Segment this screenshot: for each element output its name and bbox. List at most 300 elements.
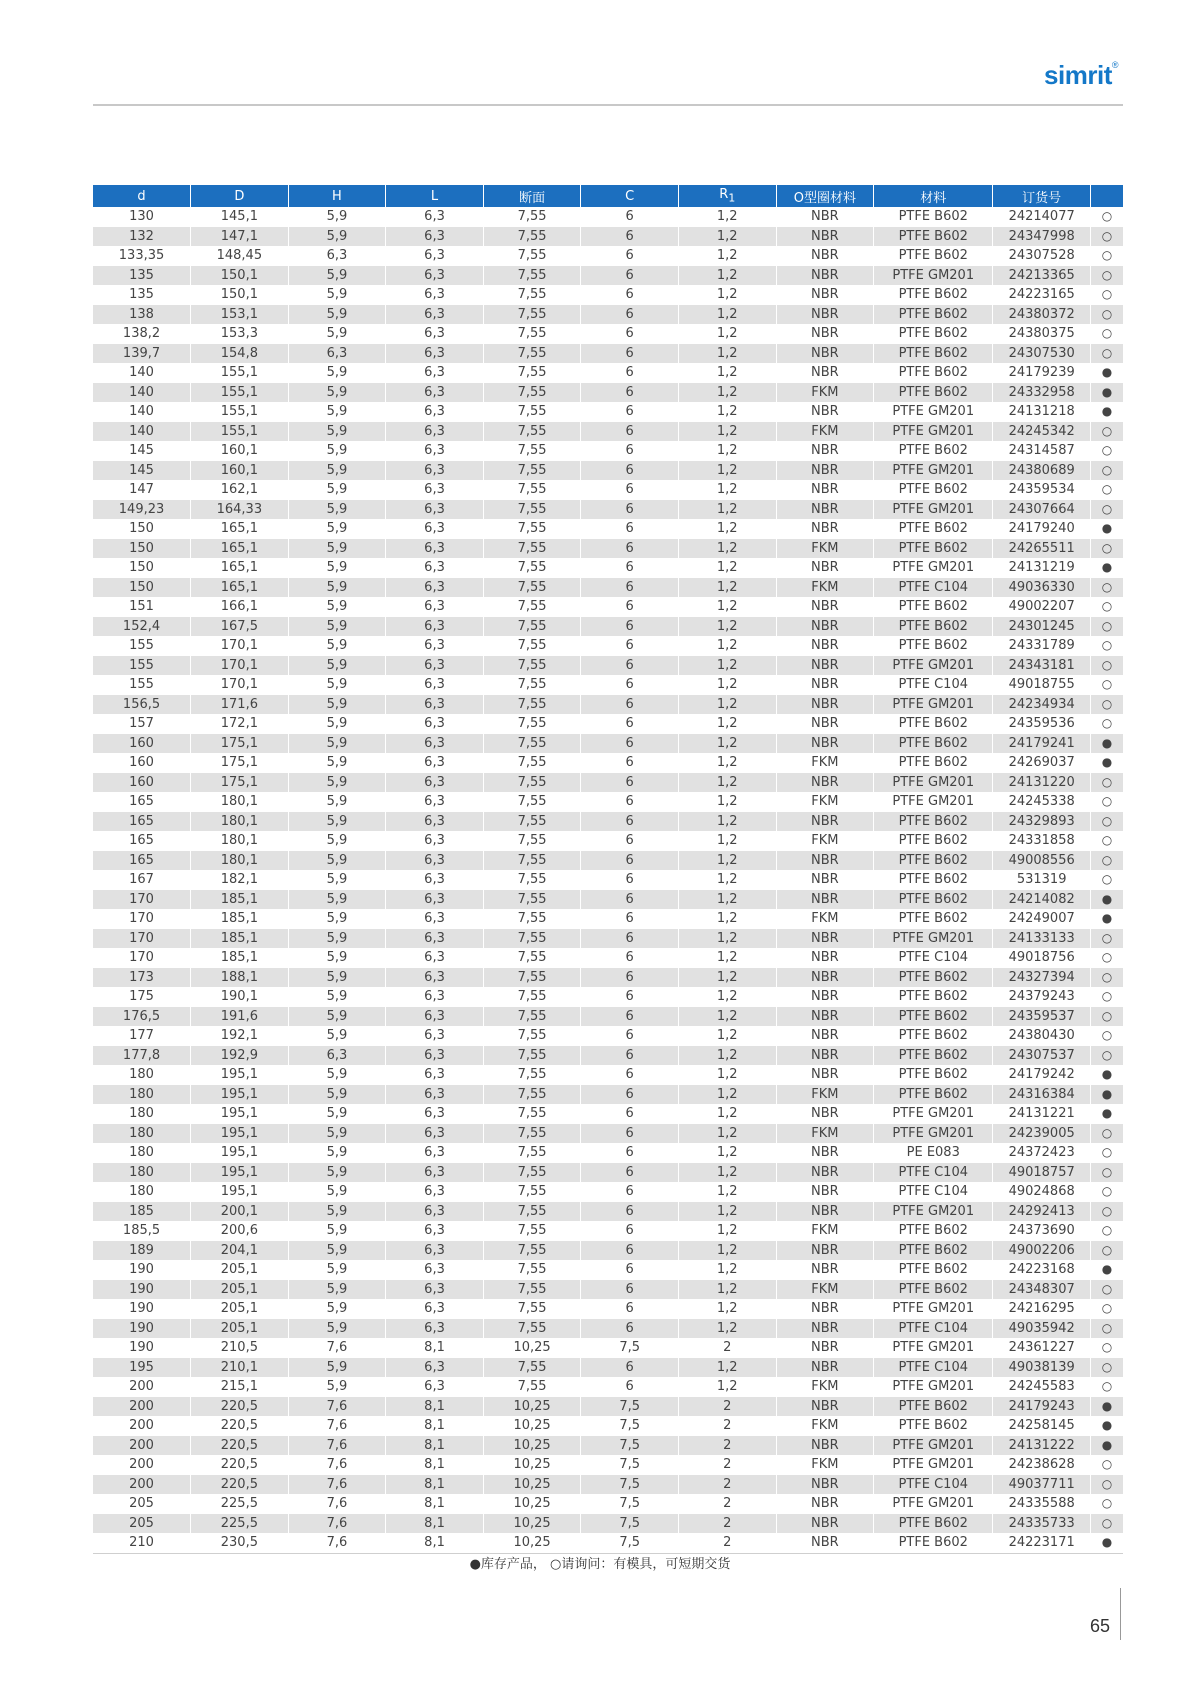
cell-d: 190 (93, 1299, 191, 1319)
cell-R1: 1,2 (678, 851, 776, 871)
cell-oring-material: NBR (776, 890, 874, 910)
cell-L: 8,1 (386, 1533, 484, 1553)
cell-section: 7,55 (483, 773, 581, 793)
cell-material: PTFE B602 (874, 968, 993, 988)
cell-stock: ○ (1090, 1475, 1123, 1495)
cell-R1: 1,2 (678, 1085, 776, 1105)
cell-H: 5,9 (288, 324, 386, 344)
cell-section: 10,25 (483, 1475, 581, 1495)
cell-D: 167,5 (191, 617, 289, 637)
cell-D: 195,1 (191, 1124, 289, 1144)
cell-D: 165,1 (191, 578, 289, 598)
cell-section: 7,55 (483, 1104, 581, 1124)
cell-H: 5,9 (288, 1163, 386, 1183)
cell-D: 220,5 (191, 1455, 289, 1475)
cell-d: 190 (93, 1338, 191, 1358)
cell-H: 5,9 (288, 266, 386, 286)
cell-C: 6 (581, 402, 679, 422)
cell-C: 6 (581, 675, 679, 695)
cell-C: 7,5 (581, 1475, 679, 1495)
cell-R1: 1,2 (678, 324, 776, 344)
cell-d: 133,35 (93, 246, 191, 266)
col-header-D: D (191, 185, 289, 207)
cell-stock: ● (1090, 1397, 1123, 1417)
logo-registered-mark: ® (1111, 60, 1118, 70)
cell-order-number: 24245583 (993, 1377, 1091, 1397)
cell-R1: 2 (678, 1338, 776, 1358)
cell-L: 6,3 (386, 1163, 484, 1183)
cell-D: 164,33 (191, 500, 289, 520)
cell-R1: 1,2 (678, 636, 776, 656)
cell-C: 6 (581, 773, 679, 793)
cell-H: 7,6 (288, 1514, 386, 1534)
cell-section: 7,55 (483, 1377, 581, 1397)
cell-d: 130 (93, 207, 191, 227)
cell-D: 180,1 (191, 812, 289, 832)
cell-C: 6 (581, 422, 679, 442)
cell-H: 5,9 (288, 1026, 386, 1046)
cell-d: 180 (93, 1143, 191, 1163)
cell-L: 6,3 (386, 1377, 484, 1397)
cell-H: 5,9 (288, 1299, 386, 1319)
cell-L: 6,3 (386, 948, 484, 968)
cell-R1: 1,2 (678, 363, 776, 383)
cell-H: 6,3 (288, 246, 386, 266)
cell-L: 6,3 (386, 422, 484, 442)
cell-C: 6 (581, 1260, 679, 1280)
cell-stock: ○ (1090, 1143, 1123, 1163)
product-spec-table (93, 185, 1123, 1554)
cell-stock: ○ (1090, 1163, 1123, 1183)
cell-C: 6 (581, 870, 679, 890)
cell-stock: ○ (1090, 266, 1123, 286)
cell-section: 7,55 (483, 441, 581, 461)
cell-L: 6,3 (386, 519, 484, 539)
cell-D: 220,5 (191, 1416, 289, 1436)
cell-H: 5,9 (288, 1377, 386, 1397)
cell-C: 6 (581, 285, 679, 305)
table-row (93, 305, 1123, 325)
cell-L: 6,3 (386, 344, 484, 364)
cell-section: 7,55 (483, 1319, 581, 1339)
cell-C: 6 (581, 1299, 679, 1319)
cell-material: PTFE GM201 (874, 695, 993, 715)
cell-oring-material: NBR (776, 1163, 874, 1183)
table-row (93, 285, 1123, 305)
table-row (93, 597, 1123, 617)
cell-section: 7,55 (483, 617, 581, 637)
cell-R1: 1,2 (678, 1163, 776, 1183)
cell-section: 7,55 (483, 812, 581, 832)
cell-oring-material: FKM (776, 1280, 874, 1300)
cell-section: 10,25 (483, 1533, 581, 1553)
cell-R1: 1,2 (678, 948, 776, 968)
cell-d: 180 (93, 1182, 191, 1202)
cell-oring-material: NBR (776, 500, 874, 520)
cell-R1: 1,2 (678, 753, 776, 773)
col-header-stock (1090, 185, 1123, 207)
cell-oring-material: NBR (776, 656, 874, 676)
cell-oring-material: NBR (776, 695, 874, 715)
cell-order-number: 24332958 (993, 383, 1091, 403)
cell-H: 5,9 (288, 714, 386, 734)
cell-oring-material: NBR (776, 324, 874, 344)
col-header-oring-material: O型圈材料 (776, 185, 874, 207)
cell-d: 152,4 (93, 617, 191, 637)
cell-H: 5,9 (288, 1143, 386, 1163)
table-row (93, 929, 1123, 949)
cell-H: 7,6 (288, 1533, 386, 1553)
cell-material: PTFE B602 (874, 1397, 993, 1417)
cell-L: 6,3 (386, 714, 484, 734)
cell-H: 5,9 (288, 1007, 386, 1027)
table-row (93, 461, 1123, 481)
cell-H: 5,9 (288, 383, 386, 403)
cell-R1: 1,2 (678, 1124, 776, 1144)
table-row (93, 441, 1123, 461)
cell-section: 7,55 (483, 363, 581, 383)
cell-oring-material: NBR (776, 344, 874, 364)
cell-oring-material: NBR (776, 480, 874, 500)
cell-oring-material: FKM (776, 1377, 874, 1397)
cell-H: 5,9 (288, 909, 386, 929)
cell-L: 6,3 (386, 1065, 484, 1085)
cell-H: 5,9 (288, 1280, 386, 1300)
cell-H: 5,9 (288, 539, 386, 559)
cell-C: 7,5 (581, 1416, 679, 1436)
cell-R1: 1,2 (678, 909, 776, 929)
cell-order-number: 49018757 (993, 1163, 1091, 1183)
cell-stock: ○ (1090, 870, 1123, 890)
cell-R1: 1,2 (678, 344, 776, 364)
table-row (93, 987, 1123, 1007)
cell-D: 190,1 (191, 987, 289, 1007)
cell-C: 6 (581, 753, 679, 773)
table-row (93, 851, 1123, 871)
table-row (93, 324, 1123, 344)
table-row (93, 656, 1123, 676)
cell-oring-material: NBR (776, 1475, 874, 1495)
table-row (93, 675, 1123, 695)
table-row (93, 383, 1123, 403)
cell-section: 7,55 (483, 870, 581, 890)
table-row (93, 1358, 1123, 1378)
cell-stock: ○ (1090, 305, 1123, 325)
cell-C: 6 (581, 1143, 679, 1163)
table-row (93, 1124, 1123, 1144)
cell-C: 6 (581, 207, 679, 227)
cell-section: 7,55 (483, 1026, 581, 1046)
table-row (93, 1163, 1123, 1183)
table-row (93, 1241, 1123, 1261)
cell-L: 6,3 (386, 246, 484, 266)
cell-L: 8,1 (386, 1494, 484, 1514)
cell-D: 154,8 (191, 344, 289, 364)
cell-C: 6 (581, 227, 679, 247)
cell-section: 7,55 (483, 948, 581, 968)
cell-D: 195,1 (191, 1085, 289, 1105)
cell-L: 6,3 (386, 734, 484, 754)
cell-L: 6,3 (386, 500, 484, 520)
cell-oring-material: NBR (776, 1026, 874, 1046)
cell-oring-material: FKM (776, 539, 874, 559)
cell-R1: 1,2 (678, 305, 776, 325)
cell-section: 7,55 (483, 890, 581, 910)
cell-material: PTFE B602 (874, 1416, 993, 1436)
cell-section: 10,25 (483, 1514, 581, 1534)
cell-section: 7,55 (483, 1124, 581, 1144)
cell-D: 185,1 (191, 909, 289, 929)
cell-oring-material: NBR (776, 207, 874, 227)
cell-order-number: 24359537 (993, 1007, 1091, 1027)
cell-material: PTFE GM201 (874, 773, 993, 793)
cell-L: 6,3 (386, 656, 484, 676)
table-row (93, 1475, 1123, 1495)
cell-section: 10,25 (483, 1455, 581, 1475)
cell-L: 6,3 (386, 636, 484, 656)
cell-stock: ○ (1090, 929, 1123, 949)
cell-C: 7,5 (581, 1455, 679, 1475)
cell-oring-material: NBR (776, 734, 874, 754)
cell-material: PTFE B602 (874, 909, 993, 929)
cell-oring-material: NBR (776, 1241, 874, 1261)
cell-oring-material: NBR (776, 675, 874, 695)
cell-stock: ● (1090, 1065, 1123, 1085)
cell-D: 210,5 (191, 1338, 289, 1358)
cell-material: PTFE B602 (874, 851, 993, 871)
cell-d: 170 (93, 948, 191, 968)
cell-R1: 2 (678, 1475, 776, 1495)
cell-oring-material: NBR (776, 1397, 874, 1417)
table-row (93, 773, 1123, 793)
cell-oring-material: NBR (776, 363, 874, 383)
cell-R1: 1,2 (678, 1241, 776, 1261)
cell-oring-material: FKM (776, 1124, 874, 1144)
cell-R1: 1,2 (678, 461, 776, 481)
cell-order-number: 49037711 (993, 1475, 1091, 1495)
cell-material: PTFE C104 (874, 1358, 993, 1378)
cell-order-number: 24223168 (993, 1260, 1091, 1280)
cell-R1: 1,2 (678, 1319, 776, 1339)
cell-L: 8,1 (386, 1475, 484, 1495)
cell-section: 7,55 (483, 753, 581, 773)
cell-C: 6 (581, 851, 679, 871)
cell-D: 204,1 (191, 1241, 289, 1261)
cell-oring-material: NBR (776, 1338, 874, 1358)
cell-C: 6 (581, 1163, 679, 1183)
cell-stock: ○ (1090, 227, 1123, 247)
cell-H: 7,6 (288, 1397, 386, 1417)
cell-order-number: 24359536 (993, 714, 1091, 734)
cell-section: 7,55 (483, 402, 581, 422)
cell-order-number: 24329893 (993, 812, 1091, 832)
cell-section: 7,55 (483, 539, 581, 559)
cell-H: 5,9 (288, 773, 386, 793)
cell-D: 155,1 (191, 402, 289, 422)
table-row (93, 1494, 1123, 1514)
cell-D: 195,1 (191, 1163, 289, 1183)
cell-L: 8,1 (386, 1397, 484, 1417)
cell-L: 6,3 (386, 1026, 484, 1046)
cell-order-number: 24380430 (993, 1026, 1091, 1046)
cell-C: 6 (581, 831, 679, 851)
cell-section: 7,55 (483, 1046, 581, 1066)
cell-d: 200 (93, 1436, 191, 1456)
cell-material: PTFE GM201 (874, 558, 993, 578)
cell-R1: 2 (678, 1397, 776, 1417)
cell-order-number: 24133133 (993, 929, 1091, 949)
logo-text: simrit (1044, 60, 1112, 90)
cell-oring-material: FKM (776, 1455, 874, 1475)
cell-stock: ○ (1090, 617, 1123, 637)
cell-H: 5,9 (288, 948, 386, 968)
cell-D: 170,1 (191, 656, 289, 676)
cell-material: PTFE B602 (874, 324, 993, 344)
cell-R1: 1,2 (678, 1221, 776, 1241)
table-row (93, 363, 1123, 383)
cell-order-number: 24380689 (993, 461, 1091, 481)
cell-oring-material: NBR (776, 1436, 874, 1456)
table-row (93, 578, 1123, 598)
cell-d: 140 (93, 402, 191, 422)
cell-stock: ○ (1090, 441, 1123, 461)
cell-material: PTFE B602 (874, 344, 993, 364)
cell-H: 5,9 (288, 1124, 386, 1144)
cell-oring-material: NBR (776, 987, 874, 1007)
cell-material: PTFE C104 (874, 1163, 993, 1183)
cell-D: 165,1 (191, 558, 289, 578)
cell-L: 6,3 (386, 753, 484, 773)
cell-R1: 1,2 (678, 266, 776, 286)
cell-d: 173 (93, 968, 191, 988)
cell-C: 6 (581, 597, 679, 617)
cell-R1: 1,2 (678, 773, 776, 793)
cell-L: 6,3 (386, 480, 484, 500)
cell-stock: ● (1090, 558, 1123, 578)
cell-H: 6,3 (288, 344, 386, 364)
cell-section: 7,55 (483, 207, 581, 227)
cell-C: 6 (581, 1065, 679, 1085)
cell-R1: 1,2 (678, 1026, 776, 1046)
cell-material: PTFE B602 (874, 441, 993, 461)
table-row (93, 1104, 1123, 1124)
cell-L: 6,3 (386, 285, 484, 305)
cell-order-number: 24179242 (993, 1065, 1091, 1085)
cell-material: PTFE GM201 (874, 1436, 993, 1456)
cell-stock: ● (1090, 1085, 1123, 1105)
cell-oring-material: FKM (776, 422, 874, 442)
cell-stock: ○ (1090, 831, 1123, 851)
cell-D: 180,1 (191, 831, 289, 851)
cell-R1: 1,2 (678, 714, 776, 734)
col-header-d: d (93, 185, 191, 207)
cell-section: 7,55 (483, 422, 581, 442)
cell-C: 6 (581, 578, 679, 598)
cell-section: 7,55 (483, 695, 581, 715)
cell-order-number: 24307530 (993, 344, 1091, 364)
cell-C: 6 (581, 948, 679, 968)
table-row (93, 402, 1123, 422)
cell-H: 5,9 (288, 1319, 386, 1339)
cell-order-number: 49038139 (993, 1358, 1091, 1378)
cell-oring-material: NBR (776, 1046, 874, 1066)
cell-order-number: 24292413 (993, 1202, 1091, 1222)
cell-D: 175,1 (191, 734, 289, 754)
cell-L: 6,3 (386, 207, 484, 227)
cell-oring-material: NBR (776, 636, 874, 656)
cell-L: 8,1 (386, 1416, 484, 1436)
cell-D: 192,1 (191, 1026, 289, 1046)
cell-D: 225,5 (191, 1494, 289, 1514)
cell-oring-material: NBR (776, 1494, 874, 1514)
cell-d: 150 (93, 558, 191, 578)
cell-H: 5,9 (288, 422, 386, 442)
cell-material: PTFE B602 (874, 890, 993, 910)
cell-D: 220,5 (191, 1436, 289, 1456)
cell-oring-material: FKM (776, 1085, 874, 1105)
cell-L: 6,3 (386, 539, 484, 559)
cell-order-number: 49002207 (993, 597, 1091, 617)
cell-oring-material: NBR (776, 558, 874, 578)
cell-stock: ● (1090, 1436, 1123, 1456)
cell-D: 162,1 (191, 480, 289, 500)
cell-L: 6,3 (386, 792, 484, 812)
cell-material: PTFE B602 (874, 246, 993, 266)
cell-section: 7,55 (483, 656, 581, 676)
cell-stock: ● (1090, 1416, 1123, 1436)
cell-d: 177,8 (93, 1046, 191, 1066)
cell-stock: ● (1090, 890, 1123, 910)
cell-oring-material: NBR (776, 968, 874, 988)
cell-H: 5,9 (288, 929, 386, 949)
cell-stock: ● (1090, 383, 1123, 403)
cell-stock: ○ (1090, 1026, 1123, 1046)
cell-L: 6,3 (386, 1046, 484, 1066)
cell-C: 6 (581, 266, 679, 286)
cell-material: PTFE GM201 (874, 1338, 993, 1358)
cell-oring-material: NBR (776, 597, 874, 617)
cell-R1: 1,2 (678, 402, 776, 422)
cell-order-number: 24131220 (993, 773, 1091, 793)
cell-C: 6 (581, 558, 679, 578)
cell-material: PTFE B602 (874, 1026, 993, 1046)
cell-L: 6,3 (386, 324, 484, 344)
cell-H: 5,9 (288, 207, 386, 227)
cell-d: 200 (93, 1475, 191, 1495)
cell-d: 157 (93, 714, 191, 734)
cell-stock: ○ (1090, 1182, 1123, 1202)
cell-L: 6,3 (386, 383, 484, 403)
cell-stock: ● (1090, 1104, 1123, 1124)
cell-material: PTFE GM201 (874, 929, 993, 949)
cell-order-number: 24223171 (993, 1533, 1091, 1553)
cell-R1: 1,2 (678, 792, 776, 812)
cell-H: 5,9 (288, 695, 386, 715)
cell-L: 6,3 (386, 227, 484, 247)
table-row (93, 1260, 1123, 1280)
cell-section: 7,55 (483, 1143, 581, 1163)
simrit-logo (1044, 60, 1118, 91)
cell-R1: 1,2 (678, 870, 776, 890)
cell-oring-material: NBR (776, 1319, 874, 1339)
cell-material: PTFE GM201 (874, 656, 993, 676)
cell-order-number: 531319 (993, 870, 1091, 890)
cell-R1: 1,2 (678, 734, 776, 754)
table-row (93, 968, 1123, 988)
cell-stock: ○ (1090, 422, 1123, 442)
cell-L: 6,3 (386, 617, 484, 637)
cell-order-number: 24372423 (993, 1143, 1091, 1163)
